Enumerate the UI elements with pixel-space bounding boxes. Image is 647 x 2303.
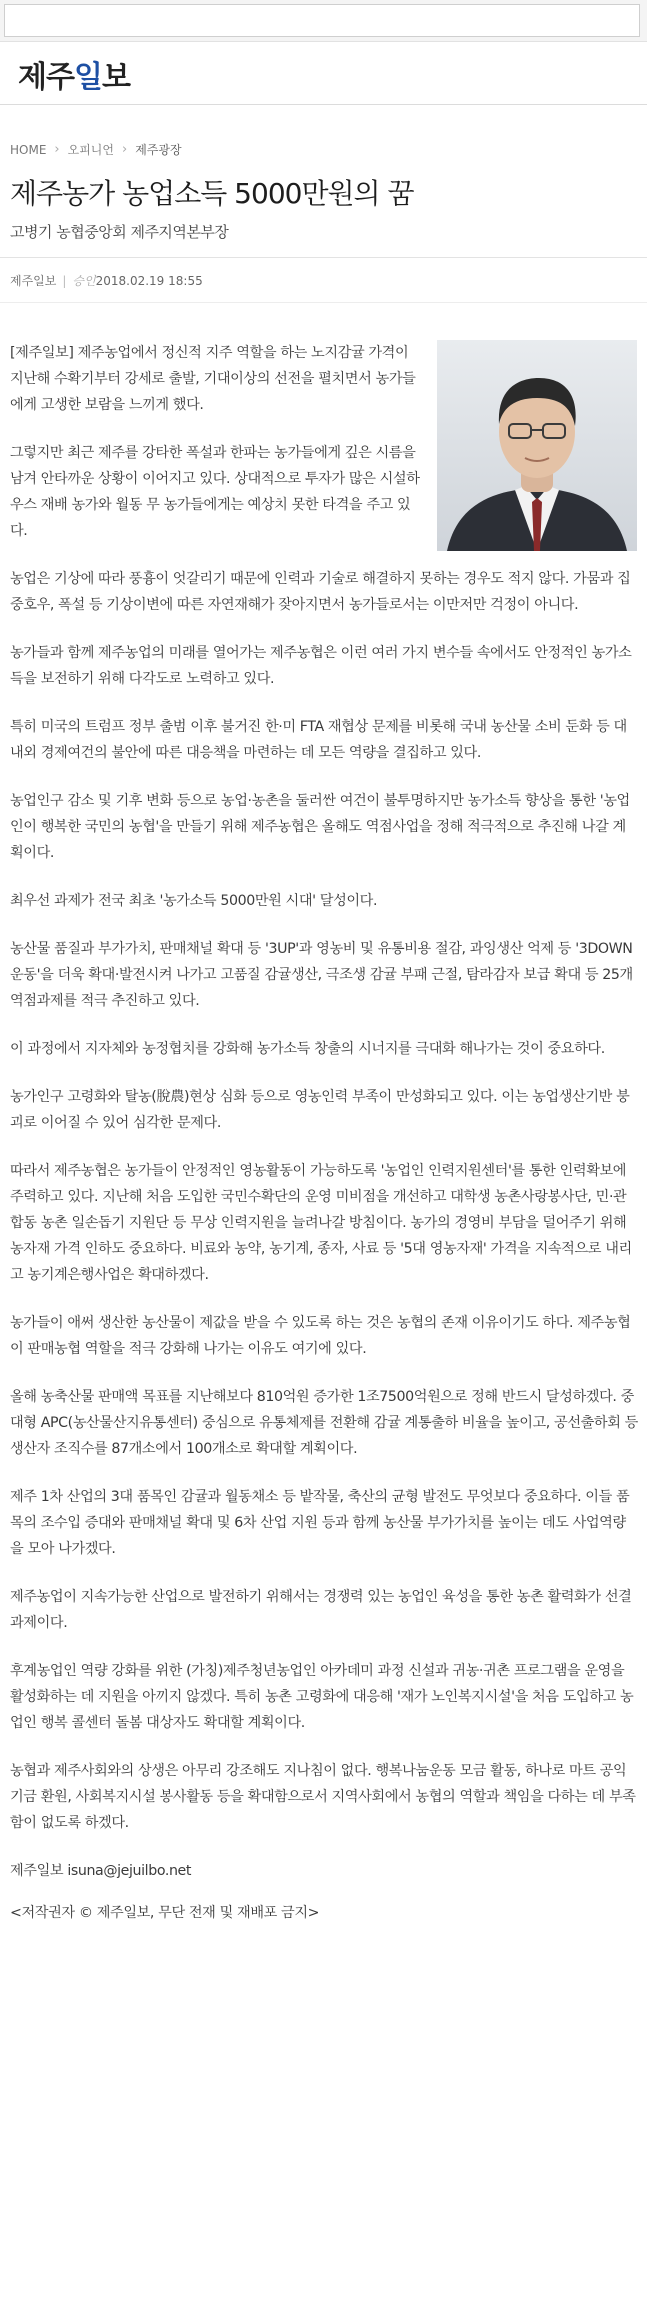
article-paragraph: [제주일보] 제주농업에서 정신적 지주 역할을 하는 노지감귤 가격이 지난해 수확기부터 강세로 출발, 기대이상의 선전을 펼치면서 농가들에게 고생한 보람을 느끼게 했다. <box>10 345 416 413</box>
logo-text-end: 보 <box>101 60 130 95</box>
breadcrumb-home[interactable]: HOME <box>10 142 47 157</box>
article-paragraph: 농협과 제주사회와의 상생은 아무리 강조해도 지나침이 없다. 행복나눔운동 모금 활동, 하나로 마트 공익기금 환원, 사회복지시설 봉사활동 등을 확대함으로서 지역사회에서 농협의 역할과 책임을 다하는 데 부족함이 없도록 하겠다. <box>10 1763 636 1831</box>
article-paragraph: 농가인구 고령화와 탈농(脫農)현상 심화 등으로 영농인력 부족이 만성화되고 있다. 이는 농업생산기반 붕괴로 이어질 수 있어 심각한 문제다. <box>10 1089 630 1131</box>
chevron-right-icon: › <box>54 142 60 157</box>
breadcrumb <box>10 141 182 158</box>
article-subtitle: 고병기 농협중앙회 제주지역본부장 <box>10 223 229 241</box>
article-body <box>10 340 638 1948</box>
logo-text-accent: 일 <box>73 60 102 95</box>
breadcrumb-section[interactable]: 오피니언 <box>67 143 114 157</box>
article-meta <box>10 272 203 289</box>
article-paragraph: 농업인구 감소 및 기후 변화 등으로 농업·농촌을 둘러싼 여건이 불투명하지만 농가소득 향상을 통한 '농업인이 행복한 국민의 농협'을 만들기 위해 제주농협은 올해도 역점사업을 정해 적극적으로 추진해 나갈 계획이다. <box>10 793 630 861</box>
article-paragraph: 농산물 품질과 부가가치, 판매채널 확대 등 '3UP'과 영농비 및 유통비용 절감, 과잉생산 억제 등 '3DOWN 운동'을 더욱 확대·발전시켜 나가고 고품질 감귤생산, 극조생 감귤 부패 근절, 탐라감자 보급 확대 등 25개 역점과제를 적극 추진하고 있다. <box>10 941 633 1009</box>
article-approval-label: 승인 <box>72 274 96 288</box>
article-paragraph: 제주농업이 지속가능한 산업으로 발전하기 위해서는 경쟁력 있는 농업인 육성을 통한 농촌 활력화가 선결과제이다. <box>10 1589 632 1631</box>
article-paragraph: 그렇지만 최근 제주를 강타한 폭설과 한파는 농가들에게 깊은 시름을 남겨 안타까운 상황이 이어지고 있다. 상대적으로 투자가 많은 시설하우스 재배 농가와 월동 무 농가들에게는 예상치 못한 타격을 주고 있다. <box>10 445 420 539</box>
article-paragraph: 제주 1차 산업의 3대 품목인 감귤과 월동채소 등 밭작물, 축산의 균형 발전도 무엇보다 중요하다. 이들 품목의 조수입 증대와 판매채널 확대 및 6차 산업 지원 등과 함께 농산물 부가가치를 높이는 데도 사업역량을 모아 나가겠다. <box>10 1489 630 1557</box>
article-paragraph: 농가들과 함께 제주농업의 미래를 열어가는 제주농협은 이런 여러 가지 변수들 속에서도 안정적인 농가소득을 보전하기 위해 다각도로 노력하고 있다. <box>10 645 632 687</box>
site-logo[interactable] <box>18 52 130 96</box>
article-paragraph: 따라서 제주농협은 농가들이 안정적인 영농활동이 가능하도록 '농업인 인력지원센터'를 통한 인력확보에 주력하고 있다. 지난해 처음 도입한 국민수확단의 운영 미비점을 개선하고 대학생 농촌사랑봉사단, 민·관 합동 농촌 일손돕기 지원단 등 무상 인력지원을 늘려나갈 방침이다. 농가의 경영비 부담을 덜어주기 위해 농자재 가격 인하도 중요하다. 비료와 농약, 농기계, 종자, 사료 등 '5대 영농자재' 가격을 지속적으로 내리고 농기계은행사업은 확대하겠다. <box>10 1163 632 1283</box>
breadcrumb-current[interactable]: 제주광장 <box>135 143 182 157</box>
article-date: 2018.02.19 18:55 <box>95 273 203 288</box>
article-paragraph: 올해 농축산물 판매액 목표를 지난해보다 810억원 증가한 1조7500억원으로 정해 반드시 달성하겠다. 중대형 APC(농산물산지유통센터) 중심으로 유통체제를 전환해 감귤 계통출하 비율을 높이고, 공선출하회 등 생산자 조직수를 87개소에서 100개소로 확대할 계획이다. <box>10 1389 638 1457</box>
logo-text-main: 제주 <box>18 60 74 95</box>
article-paragraph: 최우선 과제가 전국 최초 '농가소득 5000만원 시대' 달성이다. <box>10 893 378 909</box>
copyright-notice: <저작권자 © 제주일보, 무단 전재 및 재배포 금지> <box>10 1905 320 1921</box>
article-paragraph: 이 과정에서 지자체와 농정협치를 강화해 농가소득 창출의 시너지를 극대화 해나가는 것이 중요하다. <box>10 1041 605 1057</box>
header-divider <box>0 104 647 105</box>
article-paragraph: 농가들이 애써 생산한 농산물이 제값을 받을 수 있도록 하는 것은 농협의 존재 이유이기도 하다. 제주농협이 판매농협 역할을 적극 강화해 나가는 이유도 여기에 있다. <box>10 1315 631 1357</box>
meta-divider-top <box>0 257 647 258</box>
article-paragraph: 후계농업인 역량 강화를 위한 (가칭)제주청년농업인 아카데미 과정 신설과 귀농·귀촌 프로그램을 운영을 활성화하는 데 지원을 아끼지 않겠다. 특히 농촌 고령화에 대응해 '재가 노인복지시설'을 처음 도입하고 농업인 행복 콜센터 돌봄 대상자도 확대할 계획이다. <box>10 1663 634 1731</box>
meta-separator: | <box>62 273 67 288</box>
meta-divider-bottom <box>0 302 647 303</box>
article-byline: 제주일보 isuna@jejuilbo.net <box>10 1863 192 1879</box>
article-source: 제주일보 <box>10 274 57 288</box>
article-paragraph: 농업은 기상에 따라 풍흉이 엇갈리기 때문에 인력과 기술로 해결하지 못하는 경우도 적지 않다. 가뭄과 집중호우, 폭설 등 기상이변에 따른 자연재해가 잦아지면서 농가들로서는 이만저만 걱정이 아니다. <box>10 571 631 613</box>
search-input[interactable] <box>4 4 640 37</box>
article-title: 제주농가 농업소득 5000만원의 꿈 <box>10 177 414 210</box>
article-paragraph: 특히 미국의 트럼프 정부 출범 이후 불거진 한·미 FTA 재협상 문제를 비롯해 국내 농산물 소비 둔화 등 대내외 경제여건의 불안에 따른 대응책을 마련하는 데 모든 역량을 결집하고 있다. <box>10 719 627 761</box>
top-bar <box>0 0 647 42</box>
chevron-right-icon: › <box>121 142 128 157</box>
